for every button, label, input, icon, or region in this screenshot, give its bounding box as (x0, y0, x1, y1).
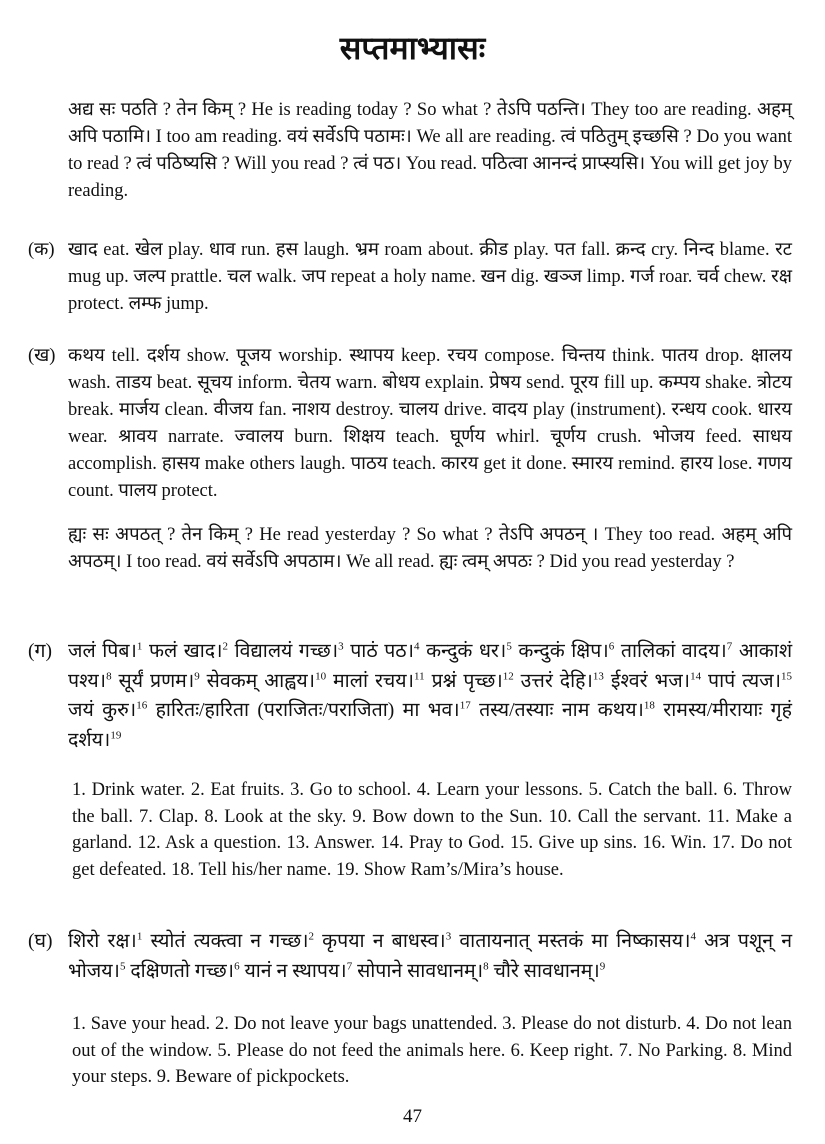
sentence: आकाशं पश्य। (68, 641, 793, 692)
sentence: चौरे सावधानम्। (493, 960, 600, 982)
sentence: जलं पिब। (68, 641, 137, 662)
section-kh (28, 343, 792, 513)
sentence-number: 4 (414, 640, 420, 653)
section-marker: (घ) (28, 931, 53, 952)
sentence-number: 1 (136, 640, 143, 653)
sentence: विद्यालयं गच्छ। (234, 641, 339, 662)
sentence-number: 12 (502, 670, 514, 682)
sentence-number: 5 (119, 960, 126, 972)
sentence: कन्दुकं धर। (426, 641, 507, 662)
sentence: जयं कुरु। (68, 700, 137, 721)
sentence: हारितः/हारिता (पराजितः/पराजिता) मा भव। (155, 700, 460, 721)
sentence-number: 9 (599, 960, 606, 972)
section-g-sentences (68, 637, 792, 755)
intro-paragraph: अद्य सः पठति ? तेन किम् ? He is reading today ? So what ? तेऽपि पठन्ति। They too are reading. अहम् अपि पठामि। I too am reading. वयं सर्वेऽपि पठामः। We all are reading. त्वं पठितुम् इच्छसि ? Do you want to read ? त्वं पठिष्यसि ? Will you read ? त्वं पठ। You read. पठित्वा आनन्दं प्राप्स्यसि। You will get joy by reading. (68, 100, 792, 201)
sentence-number: 6 (608, 640, 615, 653)
sentence-number: 7 (346, 960, 353, 972)
section-gh-sentences (68, 927, 792, 986)
section-kh-text: कथय tell. दर्शय show. पूजय worship. स्थापय keep. रचय compose. चिन्तय think. पातय drop. क्षालय wash. ताडय beat. सूचय inform. चेतय warn. बोधय explain. प्रेषय send. पूरय fill up. कम्पय shake. त्रोटय break. मार्जय clean. वीजय fan. नाशय destroy. चालय drive. वादय play (instrument). रन्धय cook. धारय wear. श्रावय narrate. ज्वालय burn. शिक्षय teach. घूर्णय whirl. चूर्णय crush. भोजय feed. साधय accomplish. हासय make others laugh. पाठय teach. कारय get it done. स्मारय remind. हारय lose. गणय count. पालय protect. (68, 346, 792, 501)
sentence-number: 6 (234, 960, 240, 972)
sentence: स्योतं त्यक्त्वा न गच्छ। (150, 931, 309, 952)
sentence: उत्तरं देहि। (520, 670, 593, 692)
sentence: सूर्यं प्रणम। (118, 670, 195, 692)
sentence-number: 19 (110, 729, 122, 741)
sentence-number: 18 (643, 699, 655, 712)
sentence-number: 16 (136, 699, 148, 712)
sentence: पाठं पठ। (350, 641, 414, 662)
sentence: वातायनात् मस्तकं मा निष्कासय। (459, 931, 691, 952)
sentence: तालिकां वादय। (620, 641, 727, 662)
sentence-number: 3 (338, 640, 344, 653)
section-k-text: खाद eat. खेल play. धाव run. हस laugh. भ्रम roam about. क्रीड play. पत fall. क्रन्द cry. निन्द blame. रट mug up. जल्प prattle. चल walk. जप repeat a holy name. खन dig. खञ्ज limp. गर्ज roar. चर्व chew. रक्ष protect. लम्फ jump. (68, 240, 792, 314)
past-tense-paragraph: ह्यः सः अपठत् ? तेन किम् ? He read yesterday ? So what ? तेऽपि अपठन् । They too read. अहम् अपि अपठम्। I too read. वयं सर्वेऽपि अपठाम। We all read. ह्यः त्वम् अपठः ? Did you read yesterday ? (68, 525, 792, 572)
sentence: शिरो रक्ष। (68, 931, 137, 952)
sentence-number: 2 (308, 930, 314, 943)
sentence: रामस्य/मीरायाः गृहं दर्शय। (68, 700, 793, 751)
sentence-number: 13 (592, 670, 604, 682)
section-marker: (ग) (28, 641, 52, 662)
section-k (28, 237, 792, 321)
sentence-number: 7 (726, 640, 733, 653)
sentence-number: 5 (506, 640, 512, 653)
sentence-number: 15 (781, 670, 793, 682)
sentence: अत्र पशून् न भोजय। (68, 931, 793, 982)
sentence: ईश्वरं भज। (610, 670, 691, 692)
sentence: मालां रचय। (333, 670, 415, 692)
sentence-number: 14 (690, 670, 702, 682)
chapter-title: सप्तमाभ्यासः (339, 30, 486, 66)
sentence: तस्य/तस्याः नाम कथय। (479, 700, 644, 721)
section-gh-translations: 1. Save your head. 2. Do not leave your bags unattended. 3. Please do not disturb. 4. Do not lean out of the window. 5. Please do not feed the animals here. 6. Keep right. 7. No Parking. 8. Mind your steps. 9. Beware of pickpockets. (72, 1014, 792, 1087)
sentence: प्रश्नं पृच्छ। (431, 670, 503, 692)
section-g-translations: 1. Drink water. 2. Eat fruits. 3. Go to school. 4. Learn your lessons. 5. Catch the ball. 6. Throw the ball. 7. Clap. 8. Look at the sky. 9. Bow down to the Sun. 10. Call the servant. 11. Make a garland. 12. Ask a question. 13. Answer. 14. Pray to God. 15. Give up sins. 16. Win. 17. Do not get defeated. 18. Tell his/her name. 19. Show Ram’s/Mira’s house. (72, 780, 792, 880)
sentence-number: 8 (483, 960, 489, 972)
section-marker: (ख) (28, 346, 56, 366)
sentence: कन्दुकं क्षिप। (518, 641, 609, 662)
sentence: दक्षिणतो गच्छ। (130, 960, 235, 982)
sentence: पापं त्यज। (708, 670, 782, 692)
sentence-number: 9 (194, 670, 200, 682)
section-marker: (क) (28, 240, 55, 260)
sentence: सेवकम् आह्वय। (206, 670, 316, 692)
sentence-number: 17 (459, 699, 471, 712)
sentence-number: 11 (414, 670, 425, 682)
sentence: फलं खाद। (148, 641, 223, 662)
sentence: सोपाने सावधानम्। (357, 960, 484, 982)
sentence: यानं न स्थापय। (244, 960, 347, 982)
section-gh (28, 927, 792, 987)
page-number: 47 (403, 1106, 422, 1127)
sentence: कृपया न बाधस्व। (322, 931, 446, 952)
sentence-number: 4 (690, 930, 696, 943)
sentence-number: 1 (136, 930, 143, 943)
sentence-number: 3 (445, 930, 452, 943)
sentence-number: 8 (106, 670, 112, 682)
section-g (28, 637, 792, 777)
sentence-number: 2 (222, 640, 229, 653)
sentence-number: 10 (315, 670, 327, 682)
